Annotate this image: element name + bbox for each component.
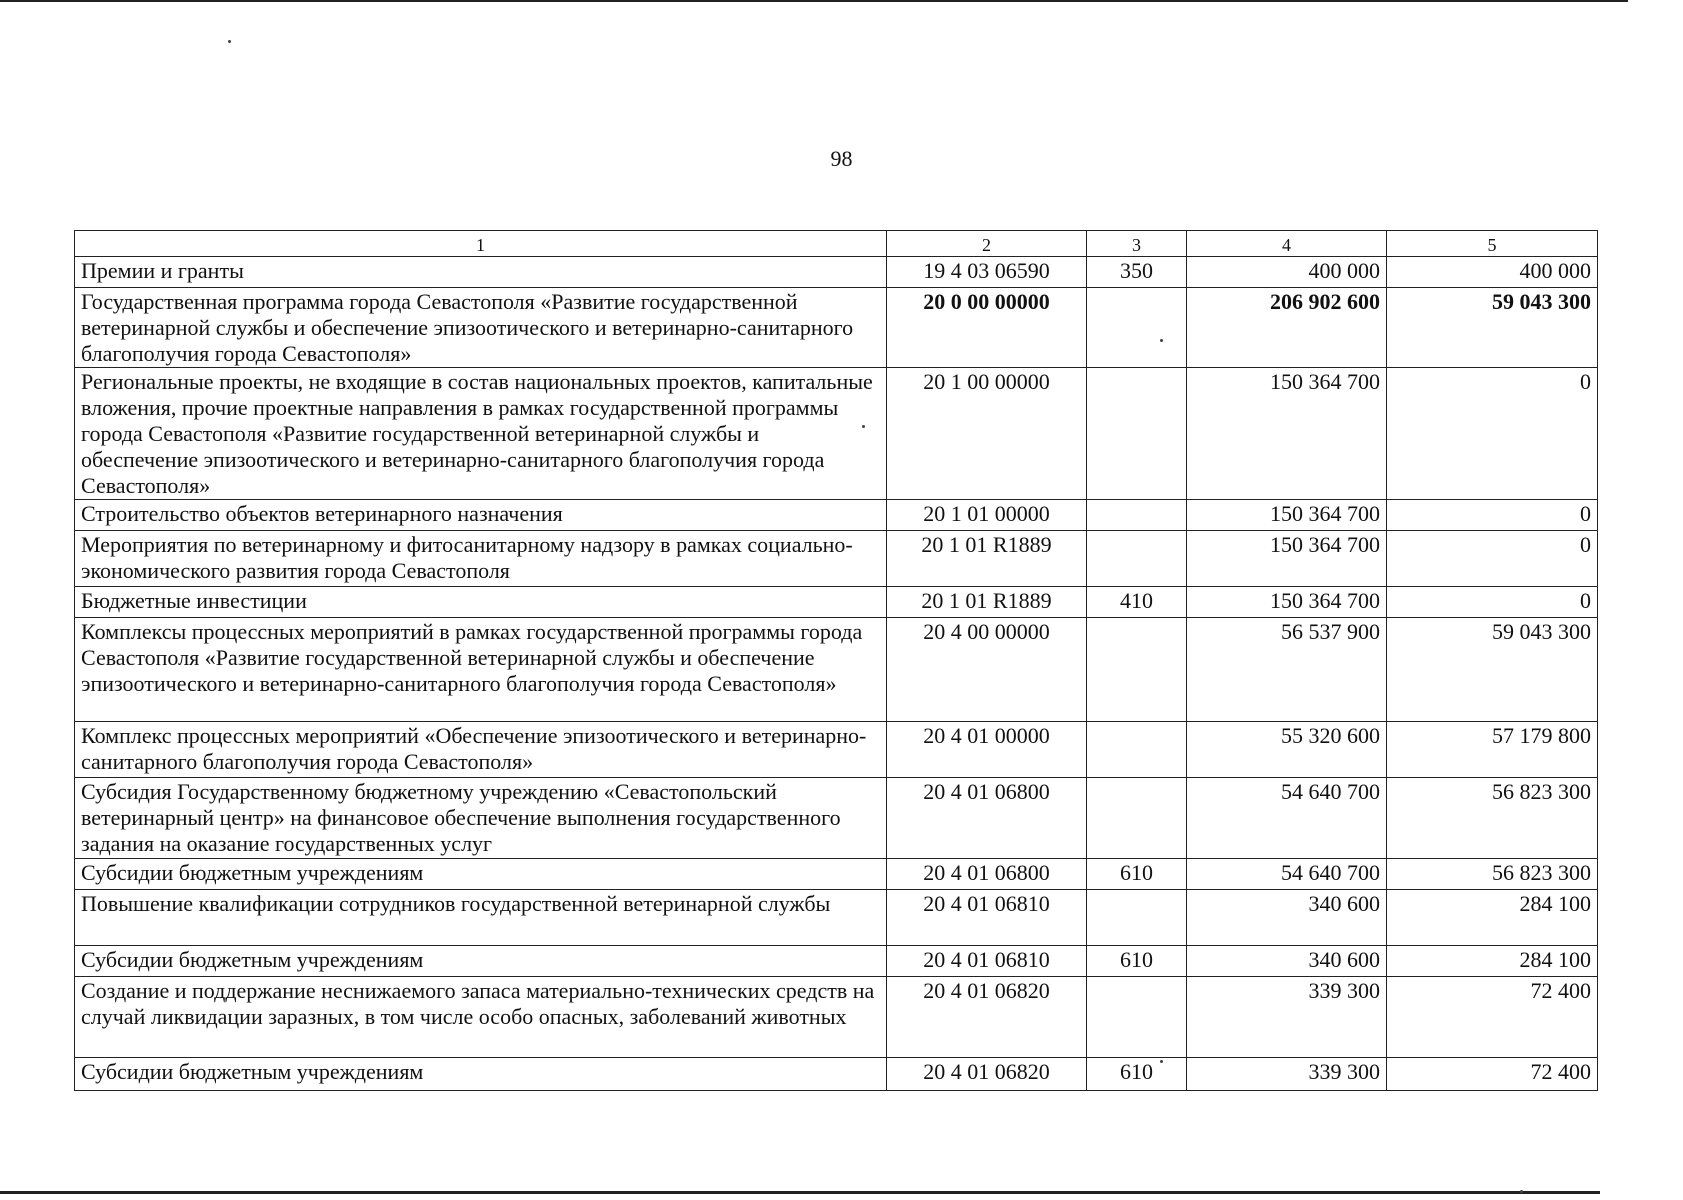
row-name: Субсидии бюджетным учреждениям xyxy=(75,1058,887,1091)
table-row xyxy=(75,531,1598,587)
row-amount-year-1: 54 640 700 xyxy=(1187,859,1387,890)
header-col-5: 5 xyxy=(1387,231,1598,257)
table-row xyxy=(75,618,1598,722)
row-expense-type: 610 xyxy=(1087,1058,1187,1091)
table-header xyxy=(75,231,1598,257)
table-row xyxy=(75,977,1598,1058)
row-expense-type xyxy=(1087,722,1187,778)
row-expense-type xyxy=(1087,778,1187,859)
bottom-scan-border xyxy=(0,1191,1600,1194)
row-amount-year-1: 150 364 700 xyxy=(1187,531,1387,587)
row-name: Создание и поддержание неснижаемого запаса материально-технических средств на случай ликвидации заразных, в том числе особо опасных, заболеваний животных xyxy=(75,977,887,1058)
row-code: 20 4 01 06820 xyxy=(887,1058,1087,1091)
row-name: Комплексы процессных мероприятий в рамках государственной программы города Севастополя «Развитие государственной ветеринарной службы и обеспечение эпизоотического и ветеринарно-санитарного благополучия города Севастополя» xyxy=(75,618,887,722)
row-expense-type: 410 xyxy=(1087,587,1187,618)
scan-speck xyxy=(1520,1190,1523,1193)
header-row xyxy=(75,231,1598,257)
row-amount-year-2: 0 xyxy=(1387,500,1598,531)
table-row xyxy=(75,368,1598,500)
row-code: 20 4 01 06800 xyxy=(887,778,1087,859)
table-row xyxy=(75,1058,1598,1091)
row-name: Субсидии бюджетным учреждениям xyxy=(75,946,887,977)
header-col-3: 3 xyxy=(1087,231,1187,257)
table-row xyxy=(75,288,1598,368)
row-code: 19 4 03 06590 xyxy=(887,257,1087,288)
row-amount-year-2: 284 100 xyxy=(1387,890,1598,946)
table-row xyxy=(75,257,1598,288)
row-amount-year-2: 59 043 300 xyxy=(1387,288,1598,368)
row-name: Строительство объектов ветеринарного назначения xyxy=(75,500,887,531)
row-amount-year-1: 340 600 xyxy=(1187,946,1387,977)
row-expense-type xyxy=(1087,618,1187,722)
table-row xyxy=(75,859,1598,890)
page-number: 98 xyxy=(830,146,853,171)
row-expense-type xyxy=(1087,890,1187,946)
row-name: Мероприятия по ветеринарному и фитосанитарному надзору в рамках социально-экономического развития города Севастополя xyxy=(75,531,887,587)
row-expense-type xyxy=(1087,977,1187,1058)
row-name: Субсидия Государственному бюджетному учреждению «Севастопольский ветеринарный центр» на финансовое обеспечение выполнения государственного задания на оказание государственных услуг xyxy=(75,778,887,859)
scan-speck xyxy=(228,40,231,43)
row-code: 20 1 00 00000 xyxy=(887,368,1087,500)
table-row xyxy=(75,500,1598,531)
row-name: Премии и гранты xyxy=(75,257,887,288)
row-amount-year-2: 0 xyxy=(1387,587,1598,618)
row-amount-year-1: 400 000 xyxy=(1187,257,1387,288)
row-expense-type: 350 xyxy=(1087,257,1187,288)
row-expense-type: 610 xyxy=(1087,946,1187,977)
row-amount-year-1: 56 537 900 xyxy=(1187,618,1387,722)
table-body xyxy=(75,257,1598,1091)
row-amount-year-2: 56 823 300 xyxy=(1387,859,1598,890)
row-name: Повышение квалификации сотрудников государственной ветеринарной службы xyxy=(75,890,887,946)
row-amount-year-2: 59 043 300 xyxy=(1387,618,1598,722)
row-name: Субсидии бюджетным учреждениям xyxy=(75,859,887,890)
table-row xyxy=(75,778,1598,859)
row-amount-year-1: 340 600 xyxy=(1187,890,1387,946)
row-expense-type xyxy=(1087,288,1187,368)
table-row xyxy=(75,722,1598,778)
row-amount-year-1: 150 364 700 xyxy=(1187,368,1387,500)
row-amount-year-2: 400 000 xyxy=(1387,257,1598,288)
row-code: 20 4 01 06810 xyxy=(887,890,1087,946)
row-amount-year-2: 72 400 xyxy=(1387,1058,1598,1091)
row-code: 20 1 01 00000 xyxy=(887,500,1087,531)
row-amount-year-1: 54 640 700 xyxy=(1187,778,1387,859)
row-amount-year-1: 150 364 700 xyxy=(1187,587,1387,618)
top-scan-border xyxy=(0,0,1628,2)
row-expense-type: 610 xyxy=(1087,859,1187,890)
row-name: Комплекс процессных мероприятий «Обеспечение эпизоотического и ветеринарно-санитарного благополучия города Севастополя» xyxy=(75,722,887,778)
row-expense-type xyxy=(1087,368,1187,500)
row-expense-type xyxy=(1087,531,1187,587)
header-col-4: 4 xyxy=(1187,231,1387,257)
row-code: 20 1 01 R1889 xyxy=(887,587,1087,618)
scan-speck xyxy=(1160,1060,1163,1063)
row-name: Региональные проекты, не входящие в состав национальных проектов, капитальные вложения, прочие проектные направления в рамках государственной программы города Севастополя «Развитие государственной ветеринарной службы и обеспечение эпизоотического и ветеринарно-санитарного благополучия города Севастополя» xyxy=(75,368,887,500)
row-name: Бюджетные инвестиции xyxy=(75,587,887,618)
row-code: 20 4 01 06800 xyxy=(887,859,1087,890)
row-amount-year-1: 206 902 600 xyxy=(1187,288,1387,368)
scan-speck xyxy=(862,425,865,428)
row-code: 20 4 01 06820 xyxy=(887,977,1087,1058)
scan-speck xyxy=(1160,339,1163,342)
header-col-2: 2 xyxy=(887,231,1087,257)
row-code: 20 4 01 00000 xyxy=(887,722,1087,778)
table-row xyxy=(75,890,1598,946)
row-amount-year-2: 56 823 300 xyxy=(1387,778,1598,859)
row-amount-year-2: 57 179 800 xyxy=(1387,722,1598,778)
row-name: Государственная программа города Севастополя «Развитие государственной ветеринарной службы и обеспечение эпизоотического и ветеринарно-санитарного благополучия города Севастополя» xyxy=(75,288,887,368)
row-code: 20 4 01 06810 xyxy=(887,946,1087,977)
row-amount-year-2: 0 xyxy=(1387,531,1598,587)
row-amount-year-1: 55 320 600 xyxy=(1187,722,1387,778)
row-code: 20 4 00 00000 xyxy=(887,618,1087,722)
table-row xyxy=(75,946,1598,977)
table-row xyxy=(75,587,1598,618)
row-amount-year-2: 72 400 xyxy=(1387,977,1598,1058)
row-code: 20 0 00 00000 xyxy=(887,288,1087,368)
row-amount-year-1: 339 300 xyxy=(1187,977,1387,1058)
row-code: 20 1 01 R1889 xyxy=(887,531,1087,587)
row-amount-year-2: 0 xyxy=(1387,368,1598,500)
header-col-1: 1 xyxy=(75,231,887,257)
row-expense-type xyxy=(1087,500,1187,531)
row-amount-year-2: 284 100 xyxy=(1387,946,1598,977)
row-amount-year-1: 339 300 xyxy=(1187,1058,1387,1091)
row-amount-year-1: 150 364 700 xyxy=(1187,500,1387,531)
budget-table xyxy=(74,230,1598,1091)
